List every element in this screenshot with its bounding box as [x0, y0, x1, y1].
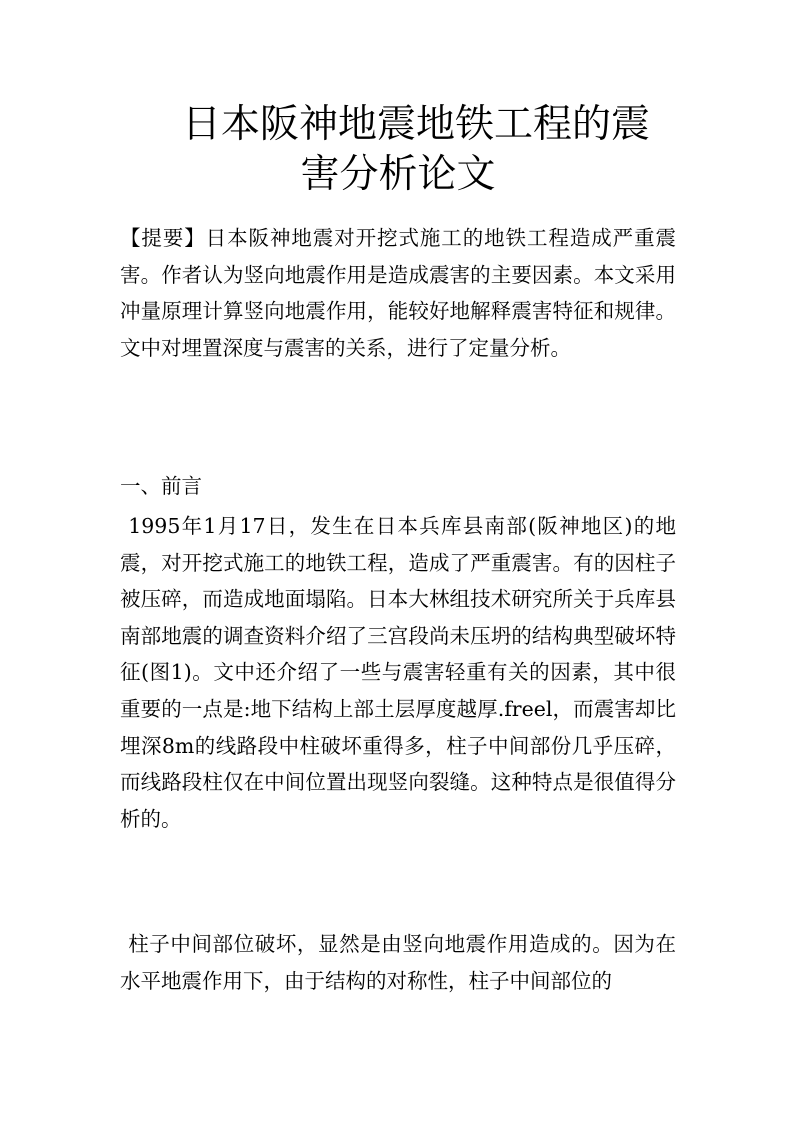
- title-line-1: 日本阪神地震地铁工程的震: [181, 102, 650, 147]
- document-title: [120, 100, 676, 200]
- section-heading-preface: 一、前言: [120, 474, 202, 498]
- title-line-2: 害分析论文: [300, 152, 496, 197]
- abstract-paragraph: 【提要】日本阪神地震对开挖式施工的地铁工程造成严重震害。作者认为竖向地震作用是造成震害的主要因素。本文采用冲量原理计算竖向地震作用，能较好地解释震害特征和规律。文中对埋置深度与震害的关系，进行了定量分析。: [120, 226, 676, 360]
- preface-paragraph-1: 1995年1月17日，发生在日本兵库县南部(阪神地区)的地震，对开挖式施工的地铁工程，造成了严重震害。有的因柱子被压碎，而造成地面塌陷。日本大林组技术研究所关于兵库县南部地震的调查资料介绍了三宫段尚未压坍的结构典型破坏特征(图1)。文中还介绍了一些与震害轻重有关的因素，其中很重要的一点是:地下结构上部土层厚度越厚.freel，而震害却比埋深8m的线路段中柱破坏重得多，柱子中间部份几乎压碎，而线路段柱仅在中间位置出现竖向裂缝。这种特点是很值得分析的。: [120, 514, 676, 831]
- preface-paragraph-2: 柱子中间部位破坏，显然是由竖向地震作用造成的。因为在水平地震作用下，由于结构的对称性，柱子中间部位的: [120, 932, 676, 993]
